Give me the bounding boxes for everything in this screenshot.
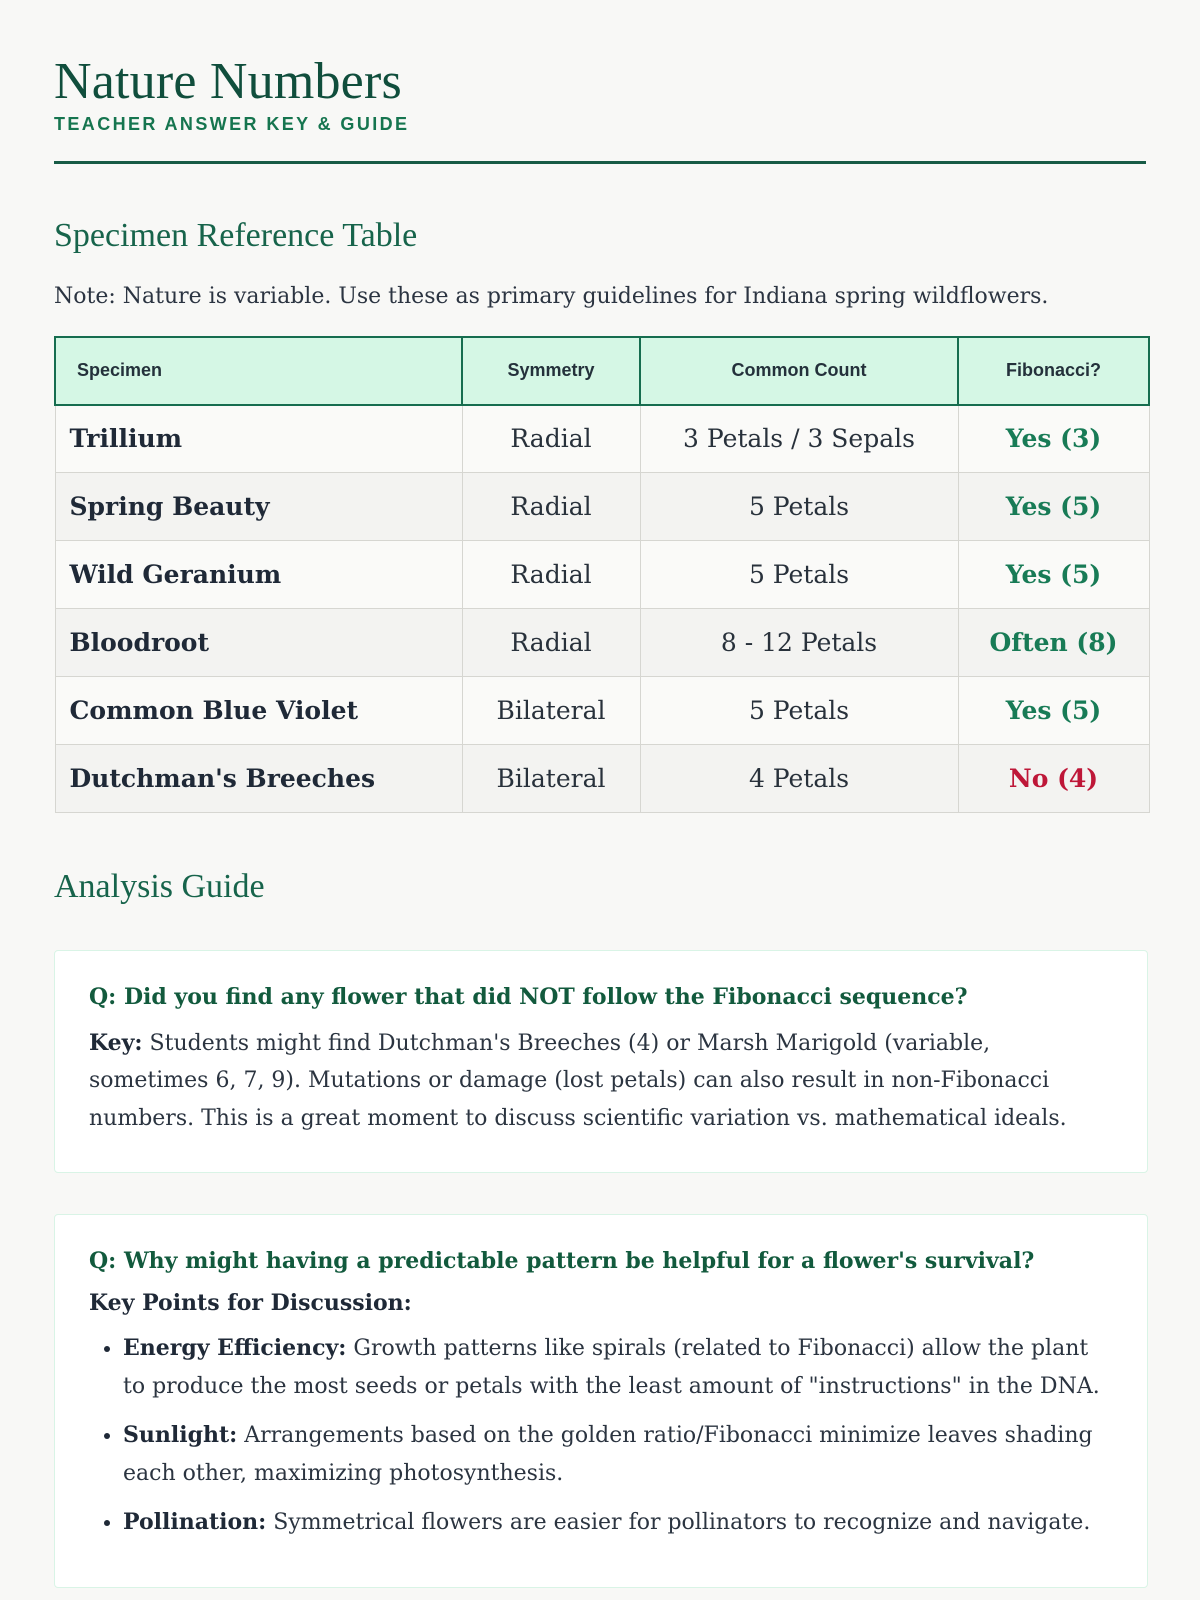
table-row [55,473,1149,541]
fibonacci-result-cell: Yes (3) [958,405,1149,473]
specimen-reference-table [54,336,1150,814]
discussion-point [123,1417,1113,1493]
table-row [55,405,1149,473]
specimen-note: Note: Nature is variable. Use these as primary guidelines for Indiana spring wildflowers. [54,283,1049,309]
table-row [55,541,1149,609]
symmetry-cell: Radial [462,541,640,609]
discussion-point [123,1504,1113,1542]
specimen-cell: Wild Geranium [55,541,462,609]
common-count-cell: 5 Petals [640,677,958,745]
fibonacci-result-cell: Yes (5) [958,677,1149,745]
analysis-guide-title: Analysis Guide [54,868,265,906]
page-subtitle: TEACHER ANSWER KEY & GUIDE [54,114,410,135]
common-count-cell: 5 Petals [640,541,958,609]
discussion-points-list [89,1330,1113,1541]
question-card [54,950,1148,1173]
specimen-reference-title: Specimen Reference Table [54,217,418,255]
answer-text [89,1025,1113,1138]
question-text: Q: Did you find any flower that did NOT follow the Fibonacci sequence? [89,983,968,1010]
symmetry-cell: Radial [462,609,640,677]
answer-label: Key: [89,1029,143,1056]
specimen-cell: Trillium [55,405,462,473]
question-card [54,1214,1148,1588]
page-header [54,54,1146,164]
fibonacci-result-cell: Yes (5) [958,473,1149,541]
fibonacci-result-cell: Often (8) [958,609,1149,677]
page-title: Nature Numbers [54,53,402,110]
specimen-column-header: Specimen [55,337,462,405]
symmetry-cell: Bilateral [462,677,640,745]
fibonacci-result-cell: No (4) [958,745,1149,813]
table-row [55,677,1149,745]
point-label: Sunlight: [123,1422,238,1449]
symmetry-cell: Radial [462,405,640,473]
symmetry-column-header: Symmetry [462,337,640,405]
common-count-cell: 8 - 12 Petals [640,609,958,677]
analysis-guide-section [54,867,1146,1587]
point-label: Pollination: [123,1508,267,1535]
table-row [55,609,1149,677]
common-count-cell: 4 Petals [640,745,958,813]
symmetry-cell: Bilateral [462,745,640,813]
point-label: Energy Efficiency: [123,1335,347,1362]
specimen-cell: Dutchman's Breeches [55,745,462,813]
question-text: Q: Why might having a predictable pattern be helpful for a flower's survival? [89,1248,1035,1275]
fibonacci-column-header: Fibonacci? [958,337,1149,405]
discussion-points-heading: Key Points for Discussion: [89,1289,412,1316]
table-header-row [55,337,1149,405]
common-count-column-header: Common Count [640,337,958,405]
discussion-point [123,1330,1113,1406]
fibonacci-result-cell: Yes (5) [958,541,1149,609]
symmetry-cell: Radial [462,473,640,541]
answer-body: Students might find Dutchman's Breeches (4) or Marsh Marigold (variable, sometimes 6, 7, 9). Mutations or damage (lost petals) can also result in non-Fibonacci numbers. This is a great moment to discuss scientific variation vs. mathematical ideals. [89,1030,1067,1132]
table-body [55,405,1149,813]
common-count-cell: 3 Petals / 3 Sepals [640,405,958,473]
specimen-cell: Spring Beauty [55,473,462,541]
specimen-cell: Bloodroot [55,609,462,677]
table-header [55,337,1149,405]
table-row [55,745,1149,813]
point-text: Arrangements based on the golden ratio/Fibonacci minimize leaves shading each other, maximizing photosynthesis. [123,1423,1093,1486]
point-text: Growth patterns like spirals (related to Fibonacci) allow the plant to produce the most seeds or petals with the least amount of "instructions" in the DNA. [123,1336,1100,1400]
specimen-reference-section [54,216,1146,813]
point-text: Symmetrical flowers are easier for pollinators to recognize and navigate. [266,1509,1091,1535]
common-count-cell: 5 Petals [640,473,958,541]
specimen-cell: Common Blue Violet [55,677,462,745]
